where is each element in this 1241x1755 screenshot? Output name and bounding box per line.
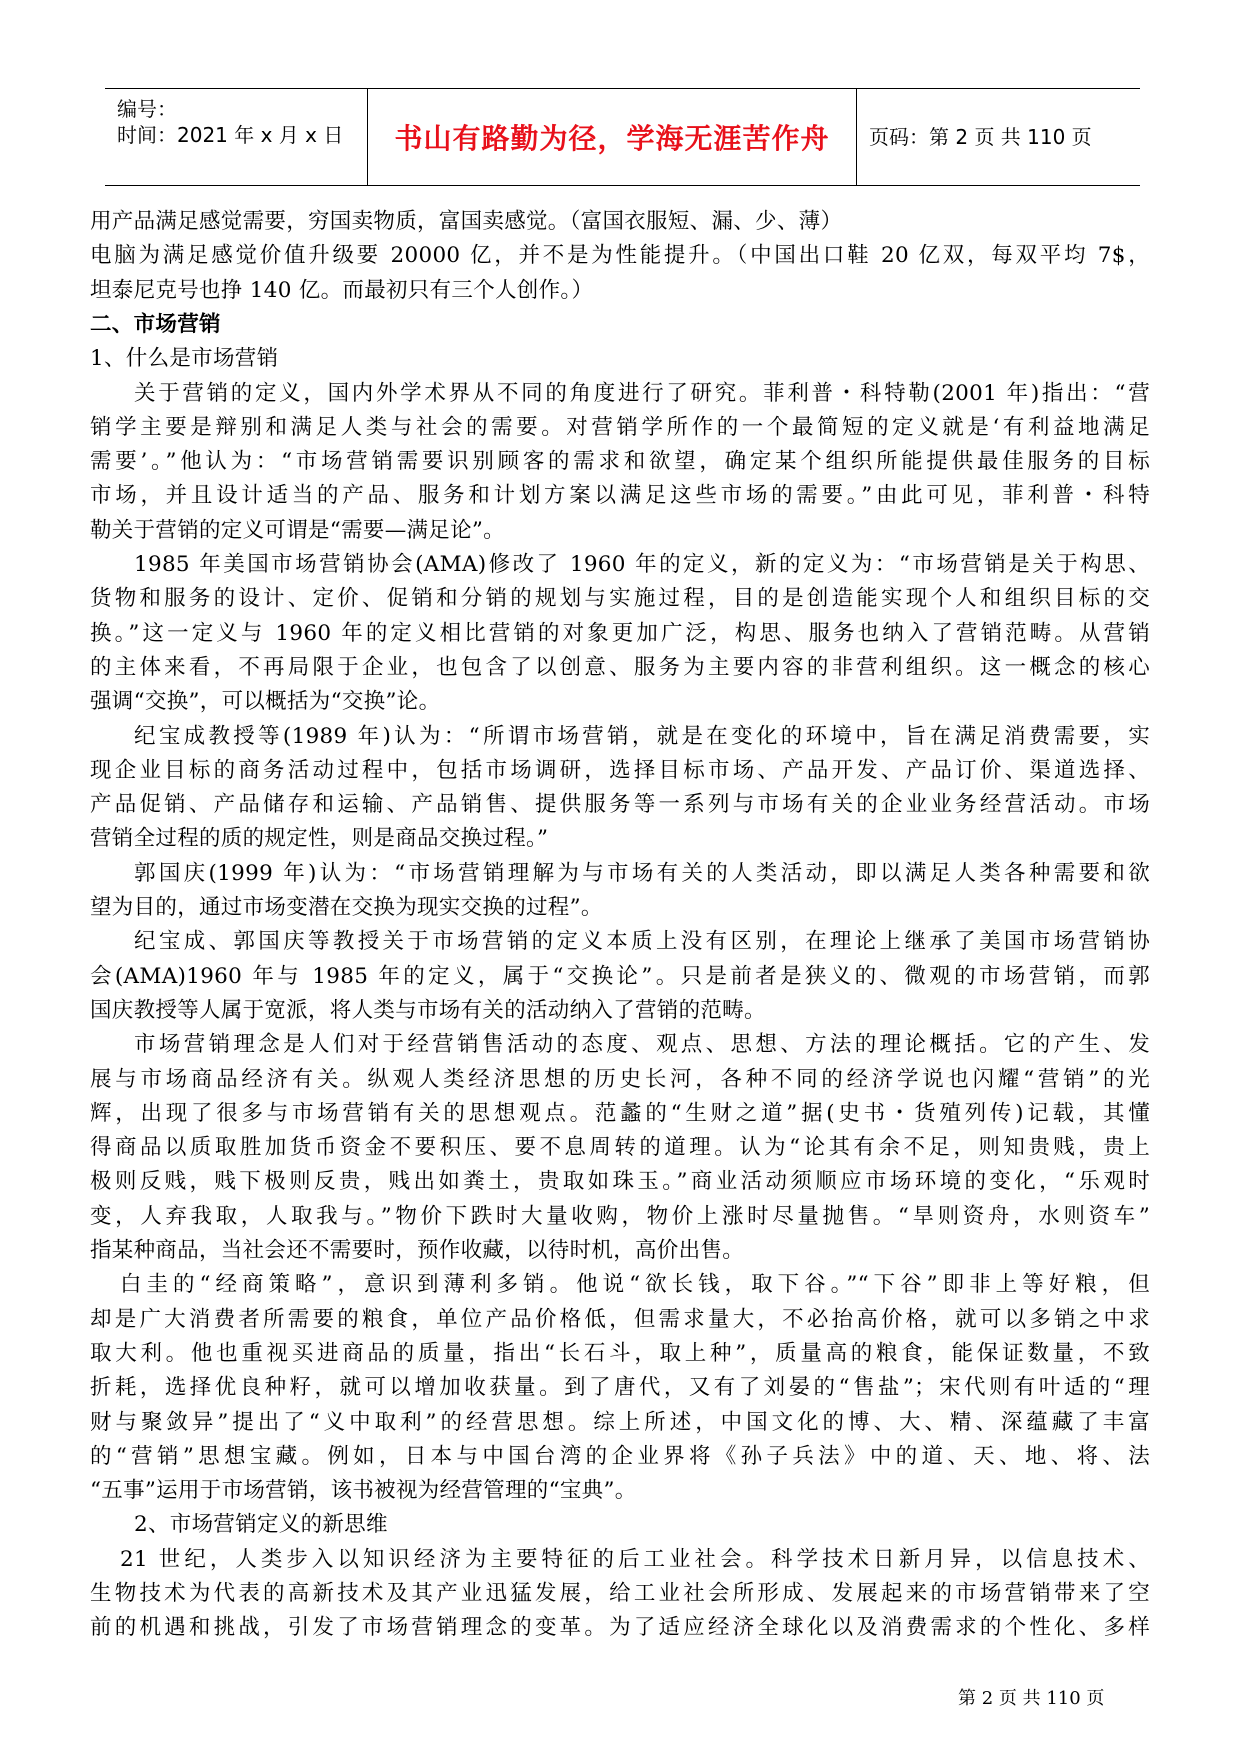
text-line: 需要’。”他认为：“市场营销需要识别顾客的需求和欲望，确定某个组织所能提供最佳服务的目标 [90,449,1150,475]
text-line: 的主体来看，不再局限于企业，也包含了以创意、服务为主要内容的非营利组织。这一概念的核心 [90,654,1150,680]
footer-page-label: 第 2 页 共 110 页 [958,1688,1105,1709]
text-line: 得商品以质取胜加货币资金不要积压、要不息周转的道理。认为“论其有余不足，则知贵贱，贵上 [90,1135,1150,1161]
text-line: 纪宝成教授等(1989 年)认为：“所谓市场营销，就是在变化的环境中，旨在满足消费需要，实 [134,723,1150,749]
header-motto: 书山有路勤为径，学海无涯苦作舟 [394,122,830,155]
text-line: 货物和服务的设计、定价、促销和分销的规划与实施过程，目的是创造能实现个人和组织目标的交 [90,586,1150,612]
text-line: 1985 年美国市场营销协会(AMA)修改了 1960 年的定义，新的定义为：“市场营销是关于构思、 [134,552,1150,577]
text-line: 生物技术为代表的高新技术及其产业迅猛发展，给工业社会所形成、发展起来的市场营销带来了空 [90,1581,1150,1606]
section-heading: 二、市场营销 [90,311,221,337]
document-header [105,88,1140,186]
text-line: 2、市场营销定义的新思维 [134,1512,388,1538]
text-line: 市场营销理念是人们对于经营销售活动的态度、观点、思想、方法的理论概括。它的产生、发 [134,1032,1150,1058]
text-line: 现企业目标的商务活动过程中，包括市场调研，选择目标市场、产品开发、产品订价、渠道选择、 [90,757,1150,783]
text-line: 21 世纪，人类步入以知识经济为主要特征的后工业社会。科学技术日新月异，以信息技术、 [120,1546,1150,1572]
text-line: 强调“交换”，可以概括为“交换”论。 [90,689,441,715]
header-page-cell [855,89,1140,185]
text-line: 郭国庆(1999 年)认为：“市场营销理解为与市场有关的人类活动，即以满足人类各种需要和欲 [134,860,1150,886]
text-line: 关于营销的定义，国内外学术界从不同的角度进行了研究。菲利普・科特勒(2001 年)指出：“营 [134,380,1150,406]
text-line: 指某种商品，当社会还不需要时，预作收藏，以待时机，高价出售。 [90,1238,745,1263]
text-line: 1、什么是市场营销 [90,346,279,372]
text-line: 展与市场商品经济有关。纵观人类经济思想的历史长河，各种不同的经济学说也闪耀“营销”的光 [90,1066,1150,1092]
text-line: 取大利。他也重视买进商品的质量，指出“长石斗，取上种”，质量高的粮食，能保证数量，不致 [90,1340,1150,1366]
text-line: 极则反贱，贱下极则反贵，贱出如粪土，贵取如珠玉。”商业活动须顺应市场环境的变化，“乐观时 [90,1169,1150,1195]
text-line: 电脑为满足感觉价值升级要 20000 亿，并不是为性能提升。（中国出口鞋 20 亿双，每双平均 7$， [90,243,1150,269]
text-line: 坦泰尼克号也挣 140 亿。而最初只有三个人创作。） [90,277,594,303]
document-time-label: 时间：2021 年 x 月 x 日 [117,123,344,147]
text-line: 市场，并且设计适当的产品、服务和计划方案以满足这些市场的需要。”由此可见，菲利普・科特 [90,483,1150,509]
header-page-label: 页码：第 2 页 共 110 页 [869,125,1092,149]
text-line: 的“营销”思想宝藏。例如，日本与中国台湾的企业界将《孙子兵法》中的道、天、地、将、法 [90,1443,1150,1469]
text-line: 变，人弃我取，人取我与。”物价下跌时大量收购，物价上涨时尽量抛售。“旱则资舟，水则资车” [90,1203,1150,1229]
text-line: 白圭的“经商策略”，意识到薄利多销。他说“欲长钱，取下谷。”“下谷”即非上等好粮，但 [120,1272,1150,1298]
text-line: 用产品满足感觉需要，穷国卖物质，富国卖感觉。（富国衣服短、漏、少、薄） [90,209,843,234]
text-line: 前的机遇和挑战，引发了市场营销理念的变革。为了适应经济全球化以及消费需求的个性化、多样 [90,1615,1150,1641]
text-line: 国庆教授等人属于宽派，将人类与市场有关的活动纳入了营销的范畴。 [90,997,766,1023]
text-line: 却是广大消费者所需要的粮食，单位产品价格低，但需求量大，不必抬高价格，就可以多销之中求 [90,1306,1150,1332]
document-number-label: 编号： [117,97,177,121]
text-line: 纪宝成、郭国庆等教授关于市场营销的定义本质上没有区别，在理论上继承了美国市场营销协 [134,929,1150,955]
text-line: “五事”运用于市场营销，该书被视为经营管理的“宝典”。 [90,1478,637,1504]
text-line: 财与聚敛异”提出了“义中取利”的经营思想。综上所述，中国文化的博、大、精、深蕴藏了丰富 [90,1409,1150,1435]
text-line: 会(AMA)1960 年与 1985 年的定义，属于“交换论”。只是前者是狭义的、微观的市场营销，而郭 [90,963,1150,989]
text-line: 销学主要是辩别和满足人类与社会的需要。对营销学所作的一个最简短的定义就是‘有利益地满足 [90,414,1150,440]
header-meta-cell [105,89,367,185]
text-line: 望为目的，通过市场变潜在交换为现实交换的过程”。 [90,895,603,920]
text-line: 勒关于营销的定义可谓是“需要—满足论”。 [90,517,505,543]
text-line: 折耗，选择优良种籽，就可以增加收获量。到了唐代，又有了刘晏的“售盐”；宋代则有叶适的“理 [90,1375,1150,1401]
text-line: 换。”这一定义与 1960 年的定义相比营销的对象更加广泛，构思、服务也纳入了营销范畴。从营销 [90,620,1150,646]
text-line: 辉，出现了很多与市场营销有关的思想观点。范蠡的“生财之道”据(史书・货殖列传)记载，其懂 [90,1100,1150,1126]
header-motto-cell [367,89,857,185]
text-line: 营销全过程的质的规定性，则是商品交换过程。” [90,826,549,852]
text-line: 产品促销、产品储存和运输、产品销售、提供服务等一系列与市场有关的企业业务经营活动。市场 [90,792,1150,818]
